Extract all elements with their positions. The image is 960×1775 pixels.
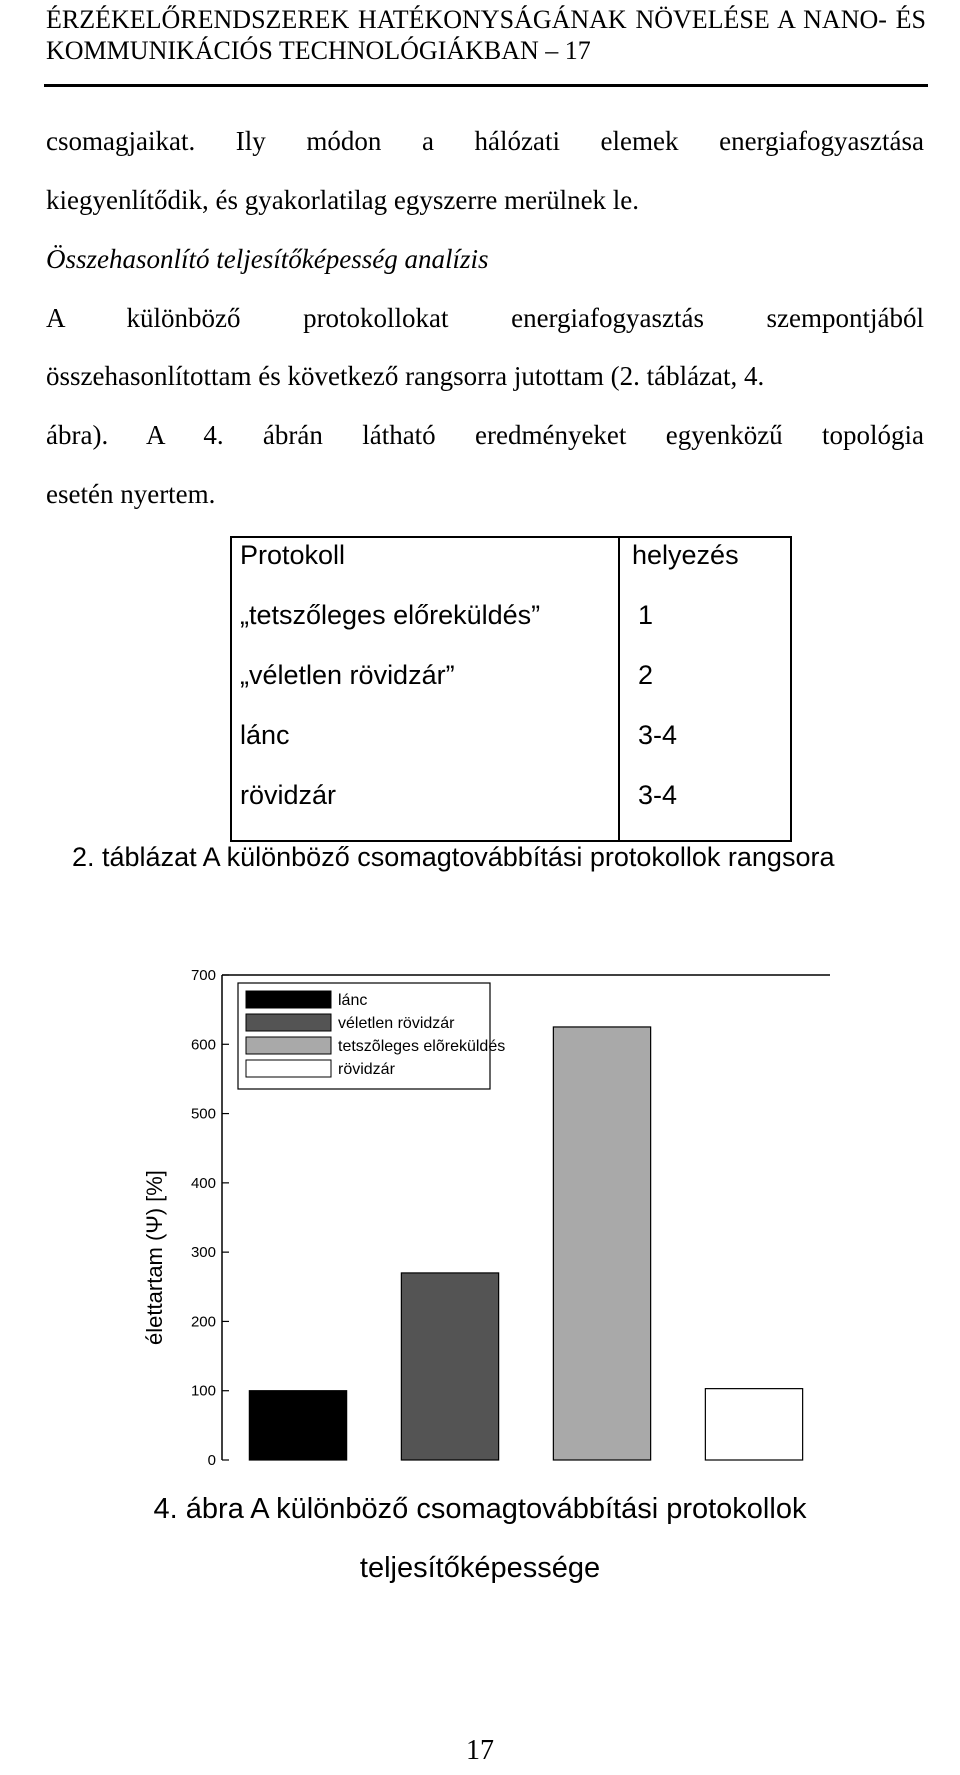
y-tick-label: 500 bbox=[190, 1105, 216, 1123]
legend-swatch bbox=[246, 1014, 331, 1031]
paragraph-2-line-1: A különböző protokollokat energiafogyasztás szempontjából bbox=[46, 303, 924, 333]
paragraph-1-line-1: csomagjaikat. Ily módon a hálózati elemek energiafogyasztása bbox=[46, 126, 924, 156]
bar-4 bbox=[705, 1389, 802, 1460]
legend-swatch bbox=[246, 991, 331, 1008]
legend-label: rövidzár bbox=[338, 1061, 395, 1078]
table-column-divider bbox=[618, 536, 620, 842]
table-cell: 2 bbox=[638, 660, 654, 690]
figure-caption-line-2: teljesítőképessége bbox=[359, 1552, 601, 1584]
section-heading: Összehasonlító teljesítőképesség analízis bbox=[46, 244, 489, 274]
table-header-rank: helyezés bbox=[632, 540, 739, 570]
table-cell: „tetszőleges előreküldés” bbox=[240, 600, 541, 630]
bar-3 bbox=[553, 1027, 650, 1460]
legend-swatch bbox=[246, 1060, 331, 1077]
y-tick-label: 300 bbox=[190, 1244, 216, 1262]
paragraph-2-line-3: ábra). A 4. ábrán látható eredményeket egyenközű topológia bbox=[46, 420, 924, 450]
y-tick-label: 600 bbox=[190, 1036, 216, 1054]
table-cell: 1 bbox=[638, 600, 654, 630]
table-cell: 3-4 bbox=[638, 780, 678, 810]
table-cell: rövidzár bbox=[240, 780, 337, 810]
bar-1 bbox=[249, 1391, 346, 1460]
bar-chart bbox=[140, 955, 840, 1485]
y-tick-label: 200 bbox=[190, 1313, 216, 1331]
legend-swatch bbox=[246, 1037, 331, 1054]
table-caption: 2. táblázat A különböző csomagtovábbítási protokollok rangsora bbox=[72, 842, 835, 872]
legend-label: véletlen rövidzár bbox=[338, 1015, 455, 1032]
paragraph-2-line-2: összehasonlítottam és következő rangsorra jutottam (2. táblázat, 4. bbox=[46, 361, 765, 391]
y-tick-label: 0 bbox=[207, 1452, 216, 1469]
y-tick-label: 700 bbox=[190, 967, 216, 984]
paragraph-1-line-2: kiegyenlítődik, és gyakorlatilag egyszerre merülnek le. bbox=[46, 185, 640, 215]
table-header-protocol: Protokoll bbox=[240, 540, 346, 570]
page-number: 17 bbox=[466, 1735, 494, 1766]
y-tick-label: 100 bbox=[190, 1382, 216, 1400]
paragraph-2-line-4: esetén nyertem. bbox=[46, 479, 216, 509]
figure-caption-line-1: 4. ábra A különböző csomagtovábbítási protokollok bbox=[153, 1493, 807, 1525]
table-cell: „véletlen rövidzár” bbox=[240, 660, 455, 690]
legend-label: tetszõleges elõreküldés bbox=[338, 1038, 506, 1055]
y-axis-label: élettartam (Ψ) [%] bbox=[142, 1170, 167, 1345]
table-cell: 3-4 bbox=[638, 720, 678, 750]
bar-2 bbox=[401, 1273, 498, 1460]
header-line-2: KOMMUNIKÁCIÓS TECHNOLÓGIÁKBAN – 17 bbox=[46, 36, 591, 65]
y-tick-label: 400 bbox=[190, 1174, 216, 1192]
header-rule bbox=[44, 84, 928, 87]
header-line-1: ÉRZÉKELŐRENDSZEREK HATÉKONYSÁGÁNAK NÖVELÉSE A NANO- ÉS bbox=[46, 5, 926, 34]
running-header bbox=[46, 4, 926, 66]
legend-label: lánc bbox=[338, 992, 368, 1009]
table-cell: lánc bbox=[240, 720, 290, 750]
